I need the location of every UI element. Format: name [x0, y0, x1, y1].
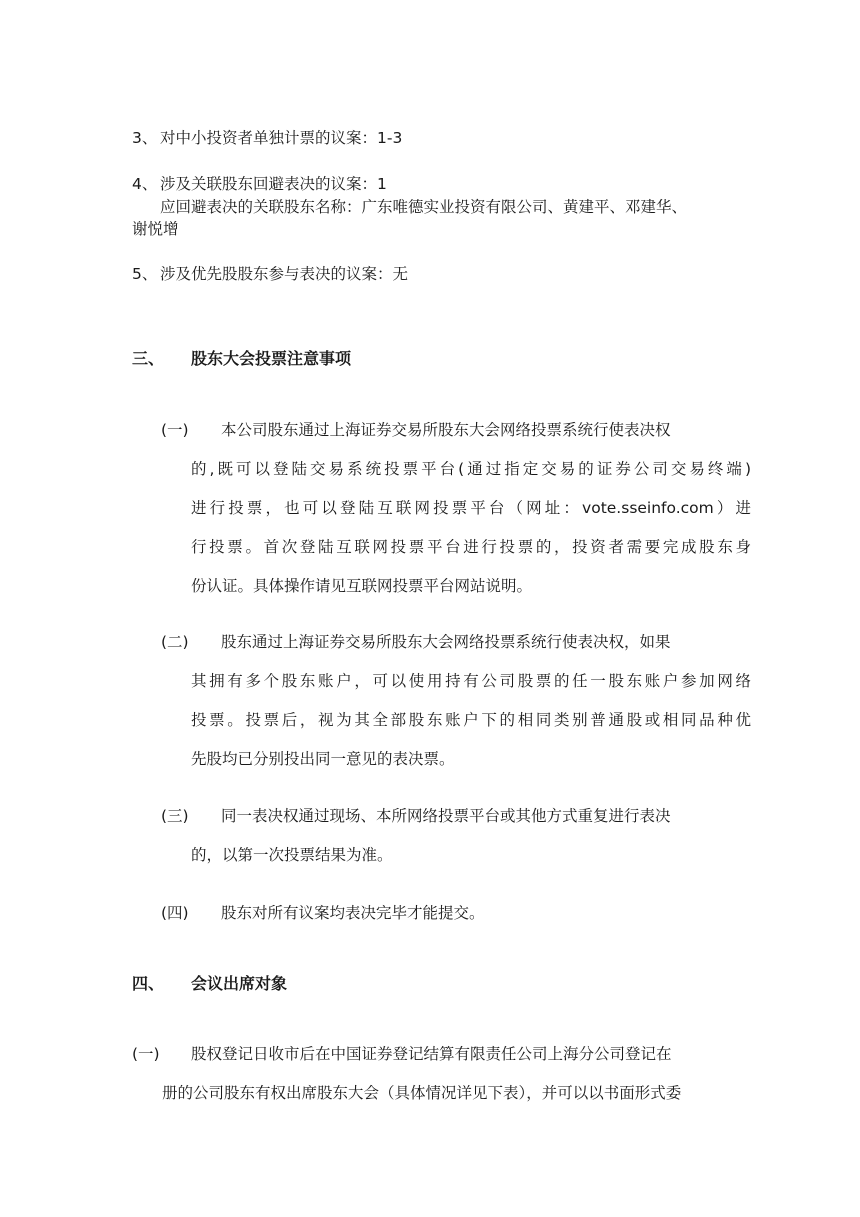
paragraph-line: 同一表决权通过现场、本所网络投票平台或其他方式重复进行表决	[221, 807, 671, 825]
paragraph-line: 股东通过上海证券交易所股东大会网络投票系统行使表决权，如果	[221, 633, 671, 651]
paragraph-line: 股东对所有议案均表决完毕才能提交。	[221, 904, 485, 922]
paragraph-line: 本公司股东通过上海证券交易所股东大会网络投票系统行使表决权	[221, 421, 671, 439]
item-number: 5、	[132, 265, 158, 283]
item-text: 对中小投资者单独计票的议案：1-3	[160, 129, 403, 147]
point-number: (二)	[161, 633, 189, 651]
point-number: (三)	[161, 807, 189, 825]
section-number: 四、	[132, 974, 165, 993]
point-number: (一)	[161, 421, 189, 439]
item-text: 涉及关联股东回避表决的议案：1	[160, 175, 387, 193]
paragraph-line: 行投票。首次登陆互联网投票平台进行投票的，投资者需要完成股东身	[191, 538, 751, 556]
point-number: (四)	[161, 904, 189, 922]
item-continuation: 谢悦增	[132, 220, 179, 238]
paragraph-line: 的,既可以登陆交易系统投票平台(通过指定交易的证券公司交易终端)	[191, 460, 751, 478]
item-number: 4、	[132, 175, 158, 193]
paragraph-line: 的，以第一次投票结果为准。	[191, 846, 393, 864]
item-number: 3、	[132, 129, 158, 147]
section-title: 会议出席对象	[191, 974, 288, 993]
paragraph-line: 进行投票，也可以登陆互联网投票平台（网址：vote.sseinfo.com）进	[191, 499, 751, 517]
paragraph-line: 册的公司股东有权出席股东大会（具体情况详见下表），并可以以书面形式委	[162, 1084, 682, 1102]
paragraph-line: 其拥有多个股东账户，可以使用持有公司股票的任一股东账户参加网络	[191, 672, 751, 690]
paragraph-line: 股权登记日收市后在中国证券登记结算有限责任公司上海分公司登记在	[191, 1045, 672, 1063]
section-number: 三、	[132, 349, 165, 368]
paragraph-line: 份认证。具体操作请见互联网投票平台网站说明。	[191, 577, 533, 595]
point-number: (一)	[132, 1045, 160, 1063]
paragraph-line: 投票。投票后，视为其全部股东账户下的相同类别普通股或相同品种优	[191, 711, 751, 729]
item-continuation: 应回避表决的关联股东名称：广东唯德实业投资有限公司、黄建平、邓建华、	[160, 198, 688, 216]
item-text: 涉及优先股股东参与表决的议案：无	[160, 265, 409, 283]
paragraph-line: 先股均已分别投出同一意见的表决票。	[191, 750, 455, 768]
section-title: 股东大会投票注意事项	[191, 349, 352, 368]
